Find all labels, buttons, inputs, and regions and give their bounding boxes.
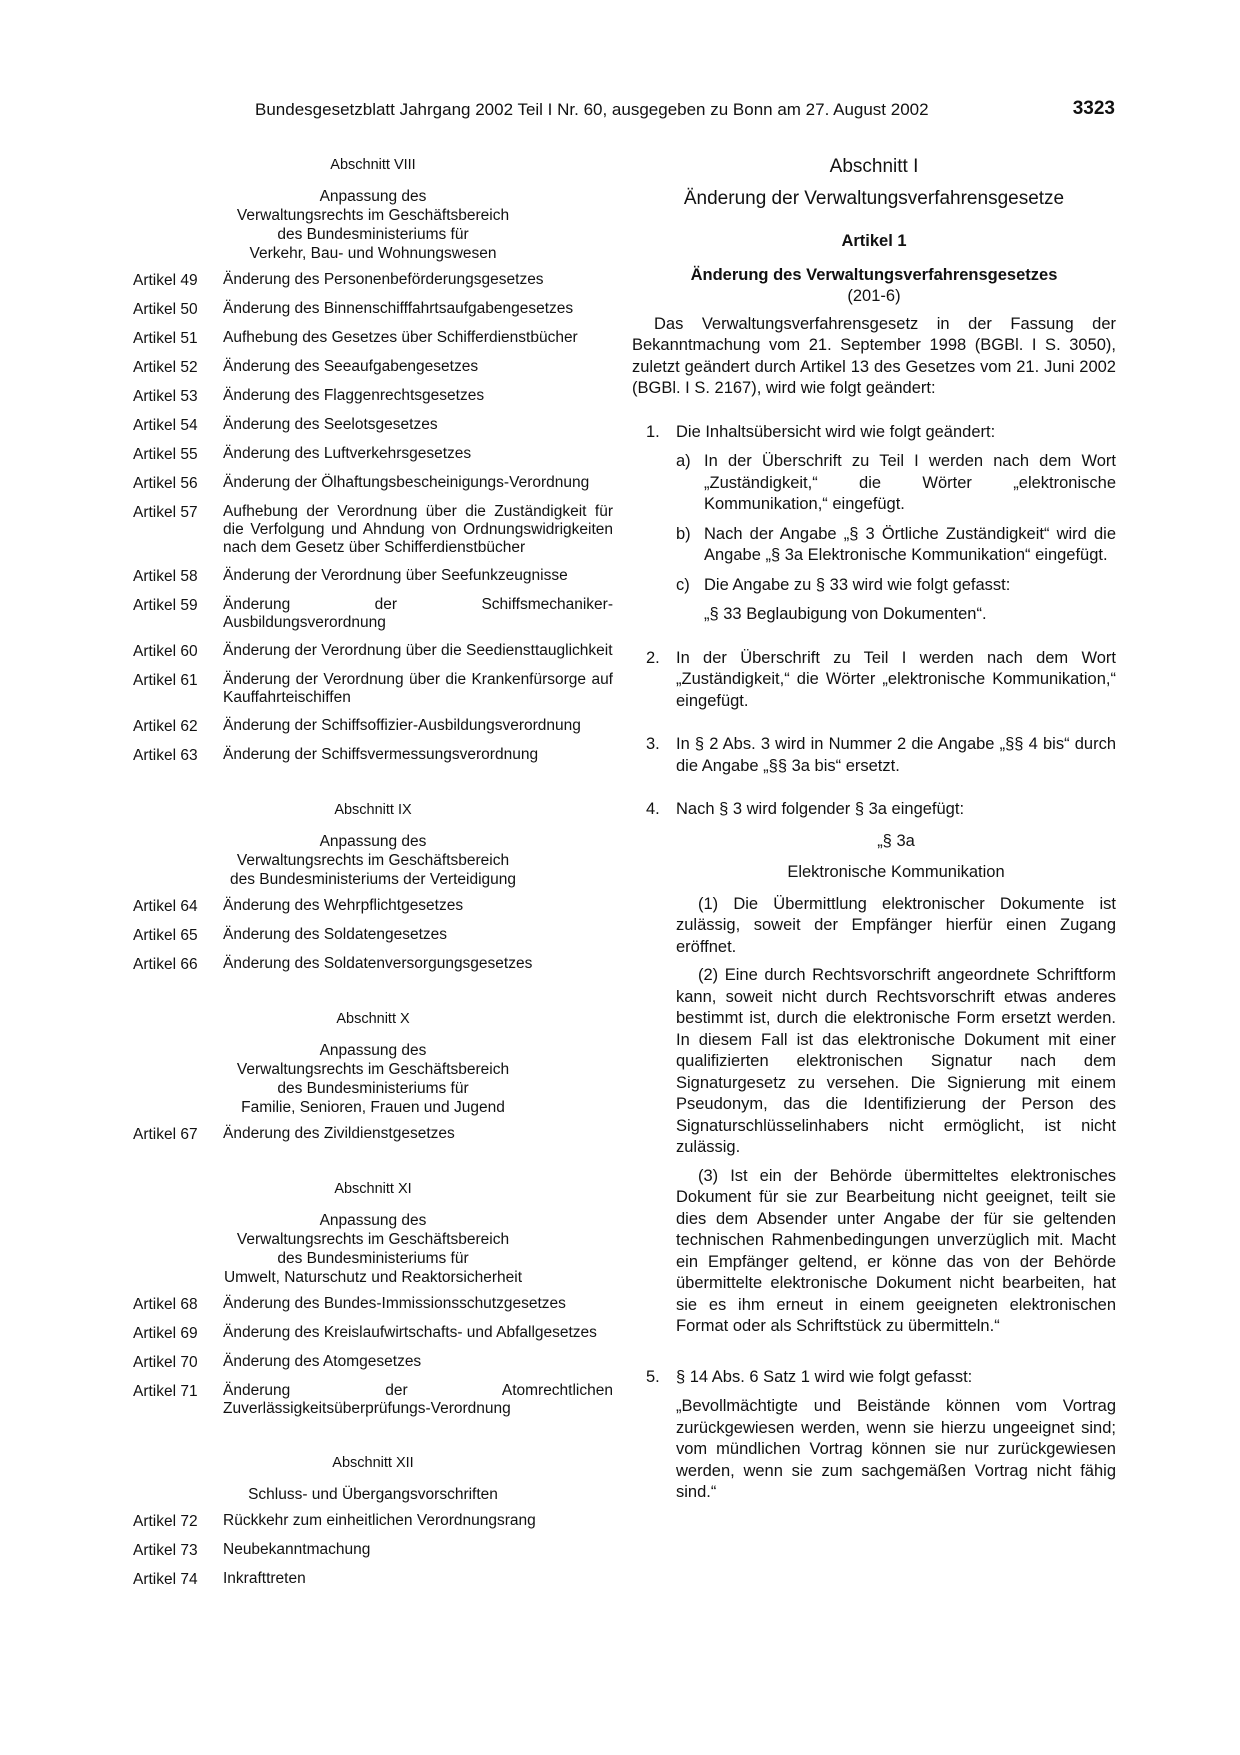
article-number: Artikel 50 <box>133 301 198 318</box>
sub-item-text: Die Angabe zu § 33 wird wie folgt gefasst: <box>704 575 1011 594</box>
subtitle-line: Verkehr, Bau- und Wohnungswesen <box>249 245 497 262</box>
article-title: Neubekanntmachung <box>223 1541 371 1558</box>
article-number: Artikel 55 <box>133 446 198 463</box>
article-title: Änderung der Verordnung über die Seediensttauglichkeit <box>223 642 613 659</box>
subsection-1: (1) Die Übermittlung elektronischer Dokumente ist zulässig, soweit der Empfänger hierfür einen Zugang eröffnet. <box>676 894 1116 956</box>
list-item-2 <box>632 648 1116 713</box>
article-entry <box>133 387 613 406</box>
article-number: Artikel 74 <box>133 1571 198 1588</box>
quoted-text: „§ 33 Beglaubigung von Dokumenten“. <box>704 605 987 623</box>
article-entry <box>133 300 613 319</box>
article-title: Änderung der Schiffsvermessungsverordnung <box>223 746 539 763</box>
article-title: Änderung des Seeaufgabengesetzes <box>223 358 479 375</box>
article-heading: Artikel 1 <box>841 232 907 250</box>
list-item-3 <box>632 734 1116 777</box>
article-entry <box>133 1125 613 1144</box>
section-spacer <box>133 984 613 1010</box>
section-subtitle <box>133 1211 613 1287</box>
section-subtitle <box>133 1485 613 1504</box>
section-subtitle <box>133 1041 613 1117</box>
article-title: Änderung der Verordnung über Seefunkzeugnisse <box>223 567 568 584</box>
article-number: Artikel 53 <box>133 388 198 405</box>
article-entry <box>133 1512 613 1531</box>
article-number: Artikel 66 <box>133 956 198 973</box>
article-number: Artikel 52 <box>133 359 198 376</box>
article-entry <box>133 329 613 348</box>
list-item-4 <box>632 799 1116 1345</box>
item-text: Die Inhaltsübersicht wird wie folgt geändert: <box>676 422 996 441</box>
article-number: Artikel 63 <box>133 747 198 764</box>
article-title: Änderung des Wehrpflichtgesetzes <box>223 897 464 914</box>
article-entry <box>133 503 613 557</box>
article-code: (201-6) <box>847 287 901 305</box>
article-entry <box>133 1570 613 1589</box>
article-title: Änderung der Schiffsmechaniker-Ausbildungsverordnung <box>223 596 613 631</box>
article-entry <box>133 271 613 290</box>
article-entry <box>133 926 613 945</box>
article-entry <box>133 474 613 493</box>
article-title: Änderung des Zivildienstgesetzes <box>223 1125 455 1142</box>
subtitle-line: des Bundesministeriums der Verteidigung <box>229 871 517 888</box>
article-entry <box>133 671 613 707</box>
subtitle-line: Umwelt, Naturschutz und Reaktorsicherheit <box>223 1269 523 1286</box>
article-entry <box>133 1295 613 1314</box>
section-heading: Abschnitt I <box>829 156 919 177</box>
article-number: Artikel 71 <box>133 1383 198 1400</box>
table-of-contents-column <box>133 156 613 1599</box>
item-number: 2. <box>646 648 660 667</box>
sub-item-c <box>676 575 1116 597</box>
article-entry <box>133 1353 613 1372</box>
item-number: 1. <box>646 422 660 441</box>
article-entry <box>133 416 613 435</box>
item-text: In § 2 Abs. 3 wird in Nummer 2 die Angabe „§§ 4 bis“ durch die Angabe „§§ 3a bis“ ersetzt. <box>676 735 1116 775</box>
subtitle-line: Anpassung des <box>319 1212 427 1229</box>
item-number: 3. <box>646 735 660 753</box>
section-spacer <box>133 1154 613 1180</box>
paragraph-title: Elektronische Kommunikation <box>787 863 1005 881</box>
intro-paragraph: Das Verwaltungsverfahrensgesetz in der Fassung der Bekanntmachung vom 21. September 1998 (BGBl. I S. 3050), zuletzt geändert durch Artikel 13 des Gesetzes vom 21. Juni 2002 (BGBl. I S. 2167), wird wie folgt geändert: <box>632 314 1116 397</box>
sub-item-label: a) <box>676 452 691 470</box>
article-number: Artikel 62 <box>133 718 198 735</box>
subtitle-line: Verwaltungsrechts im Geschäftsbereich <box>236 852 510 869</box>
article-title: Änderung der Ölhaftungsbescheinigungs-Verordnung <box>223 474 590 491</box>
section-heading: Abschnitt XII <box>332 1455 414 1471</box>
article-title: Änderung des Verwaltungsverfahrensgesetzes <box>690 265 1058 284</box>
page-header <box>255 100 1115 126</box>
article-number: Artikel 67 <box>133 1126 198 1143</box>
article-title: Inkrafttreten <box>223 1570 306 1587</box>
page-number: 3323 <box>1072 98 1115 119</box>
article-entry <box>133 445 613 464</box>
sub-item-b <box>676 524 1116 567</box>
article-number: Artikel 61 <box>133 672 198 689</box>
article-entry <box>133 1324 613 1343</box>
paragraph-number: „§ 3a <box>877 831 915 850</box>
subtitle-line: Anpassung des <box>319 188 427 205</box>
article-number: Artikel 54 <box>133 417 198 434</box>
item-text: § 14 Abs. 6 Satz 1 wird wie folgt gefasst: <box>676 1367 973 1386</box>
sub-item-text: Nach der Angabe „§ 3 Örtliche Zuständigkeit“ wird die Angabe „§ 3a Elektronische Kommunikation“ eingefügt. <box>704 524 1116 564</box>
article-entry <box>133 955 613 974</box>
item-text: Nach § 3 wird folgender § 3a eingefügt: <box>676 800 965 818</box>
subtitle-line: Verwaltungsrechts im Geschäftsbereich <box>236 1061 510 1078</box>
law-text-column <box>632 156 1116 1504</box>
article-title: Änderung des Seelotsgesetzes <box>223 416 438 433</box>
list-item-5 <box>632 1367 1116 1504</box>
section-title: Änderung der Verwaltungsverfahrensgesetze <box>683 187 1065 209</box>
article-entry <box>133 1541 613 1560</box>
item-number: 4. <box>646 800 660 818</box>
article-entry <box>133 1382 613 1418</box>
article-number: Artikel 70 <box>133 1354 198 1371</box>
section-spacer <box>133 1428 613 1454</box>
subtitle-line: Verwaltungsrechts im Geschäftsbereich <box>236 207 510 224</box>
article-title: Änderung des Binnenschifffahrtsaufgabengesetzes <box>223 300 574 317</box>
quoted-text: „Bevollmächtigte und Beistände können vom Vortrag zurückgewiesen werden, wenn sie hierzu ungeeignet sind; vom mündlichen Vortrag können sie nur zurückgewiesen werden, wenn sie zum sachgemäßen Vortrag nicht fähig sind.“ <box>676 1397 1116 1501</box>
article-title: Änderung des Soldatengesetzes <box>223 926 448 943</box>
subtitle-line: des Bundesministeriums für <box>277 1250 469 1267</box>
article-number: Artikel 60 <box>133 643 198 660</box>
subtitle-line: Anpassung des <box>319 1042 427 1059</box>
article-title: Rückkehr zum einheitlichen Verordnungsrang <box>223 1512 536 1529</box>
gazette-title: Bundesgesetzblatt Jahrgang 2002 Teil I Nr. 60, ausgegeben zu Bonn am 27. August 2002 <box>255 100 929 119</box>
list-item-1 <box>632 422 1116 626</box>
article-number: Artikel 65 <box>133 927 198 944</box>
article-title: Änderung des Luftverkehrsgesetzes <box>223 445 472 462</box>
section-subtitle <box>133 832 613 889</box>
subtitle-line: des Bundesministeriums für <box>277 1080 469 1097</box>
article-title: Änderung des Bundes-Immissionsschutzgesetzes <box>223 1295 566 1312</box>
article-entry <box>133 642 613 661</box>
article-number: Artikel 56 <box>133 475 198 492</box>
subtitle-line: des Bundesministeriums für <box>277 226 469 243</box>
section-spacer <box>133 775 613 801</box>
article-entry <box>133 567 613 586</box>
article-entry <box>133 717 613 736</box>
item-number: 5. <box>646 1367 660 1386</box>
article-title: Änderung der Atomrechtlichen Zuverlässigkeitsüberprüfungs-Verordnung <box>223 1382 613 1417</box>
article-number: Artikel 68 <box>133 1296 198 1313</box>
article-entry <box>133 897 613 916</box>
section-heading: Abschnitt IX <box>334 802 412 818</box>
article-number: Artikel 64 <box>133 898 198 915</box>
article-entry <box>133 358 613 377</box>
article-title: Änderung des Atomgesetzes <box>223 1353 422 1370</box>
article-title: Änderung der Verordnung über die Krankenfürsorge auf Kauffahrteischiffen <box>223 671 613 706</box>
sub-item-label: b) <box>676 524 691 543</box>
section-subtitle <box>133 187 613 263</box>
subtitle-line: Familie, Senioren, Frauen und Jugend <box>241 1099 505 1116</box>
article-title: Änderung des Flaggenrechtsgesetzes <box>223 387 485 404</box>
article-number: Artikel 73 <box>133 1542 198 1559</box>
article-number: Artikel 58 <box>133 568 198 585</box>
sub-item-a <box>676 451 1116 516</box>
item-text: In der Überschrift zu Teil I werden nach dem Wort „Zuständigkeit,“ die Wörter „elektronische Kommunikation,“ eingefügt. <box>676 648 1116 710</box>
article-number: Artikel 57 <box>133 504 198 521</box>
article-number: Artikel 72 <box>133 1513 198 1530</box>
article-title: Aufhebung des Gesetzes über Schifferdienstbücher <box>223 329 578 346</box>
article-title: Änderung des Soldatenversorgungsgesetzes <box>223 955 533 972</box>
subsection-3: (3) Ist ein der Behörde übermitteltes elektronisches Dokument für sie zur Bearbeitung nicht geeignet, teilt sie dies dem Absender unter Angabe der für sie geltenden technischen Rahmenbedingungen unverzüglich mit. Macht ein Empfänger geltend, er könne das von der Behörde übermittelte elektronische Dokument nicht bearbeiten, hat sie es ihm erneut in einem geeigneten elektronischen Format oder als Schriftstück zu übermitteln.“ <box>676 1166 1116 1335</box>
article-title: Änderung des Personenbeförderungsgesetzes <box>223 271 544 288</box>
section-heading: Abschnitt VIII <box>330 157 416 173</box>
article-entry <box>133 746 613 765</box>
article-number: Artikel 49 <box>133 272 198 289</box>
article-number: Artikel 69 <box>133 1325 198 1342</box>
subtitle-line: Verwaltungsrechts im Geschäftsbereich <box>236 1231 510 1248</box>
article-number: Artikel 51 <box>133 330 198 347</box>
subtitle-line: Schluss- und Übergangsvorschriften <box>248 1486 498 1503</box>
sub-item-text: In der Überschrift zu Teil I werden nach dem Wort „Zuständigkeit,“ die Wörter „elektronische Kommunikation,“ eingefügt. <box>704 452 1116 513</box>
subsection-2: (2) Eine durch Rechtsvorschrift angeordnete Schriftform kann, soweit nicht durch Rechtsvorschrift etwas anderes bestimmt ist, durch die elektronische Form ersetzt werden. In diesem Fall ist das elektronische Dokument mit einer qualifizierten elektronischen Signatur nach dem Signaturgesetz zu versehen. Die Signierung mit einem Pseudonym, das die Identifizierung der Person des Signaturschlüsselinhabers nicht ermöglicht, ist nicht zulässig. <box>676 966 1116 1156</box>
section-heading: Abschnitt XI <box>334 1181 412 1197</box>
article-number: Artikel 59 <box>133 597 198 614</box>
subtitle-line: Anpassung des <box>319 833 427 850</box>
section-heading: Abschnitt X <box>336 1011 410 1027</box>
article-title: Änderung des Kreislaufwirtschafts- und Abfallgesetzes <box>223 1324 597 1341</box>
article-title: Änderung der Schiffsoffizier-Ausbildungsverordnung <box>223 717 581 734</box>
article-entry <box>133 596 613 632</box>
sub-item-label: c) <box>676 575 690 594</box>
article-title: Aufhebung der Verordnung über die Zuständigkeit für die Verfolgung und Ahndung von Ordnungswidrigkeiten nach dem Gesetz über Schifferdienstbücher <box>223 503 613 556</box>
